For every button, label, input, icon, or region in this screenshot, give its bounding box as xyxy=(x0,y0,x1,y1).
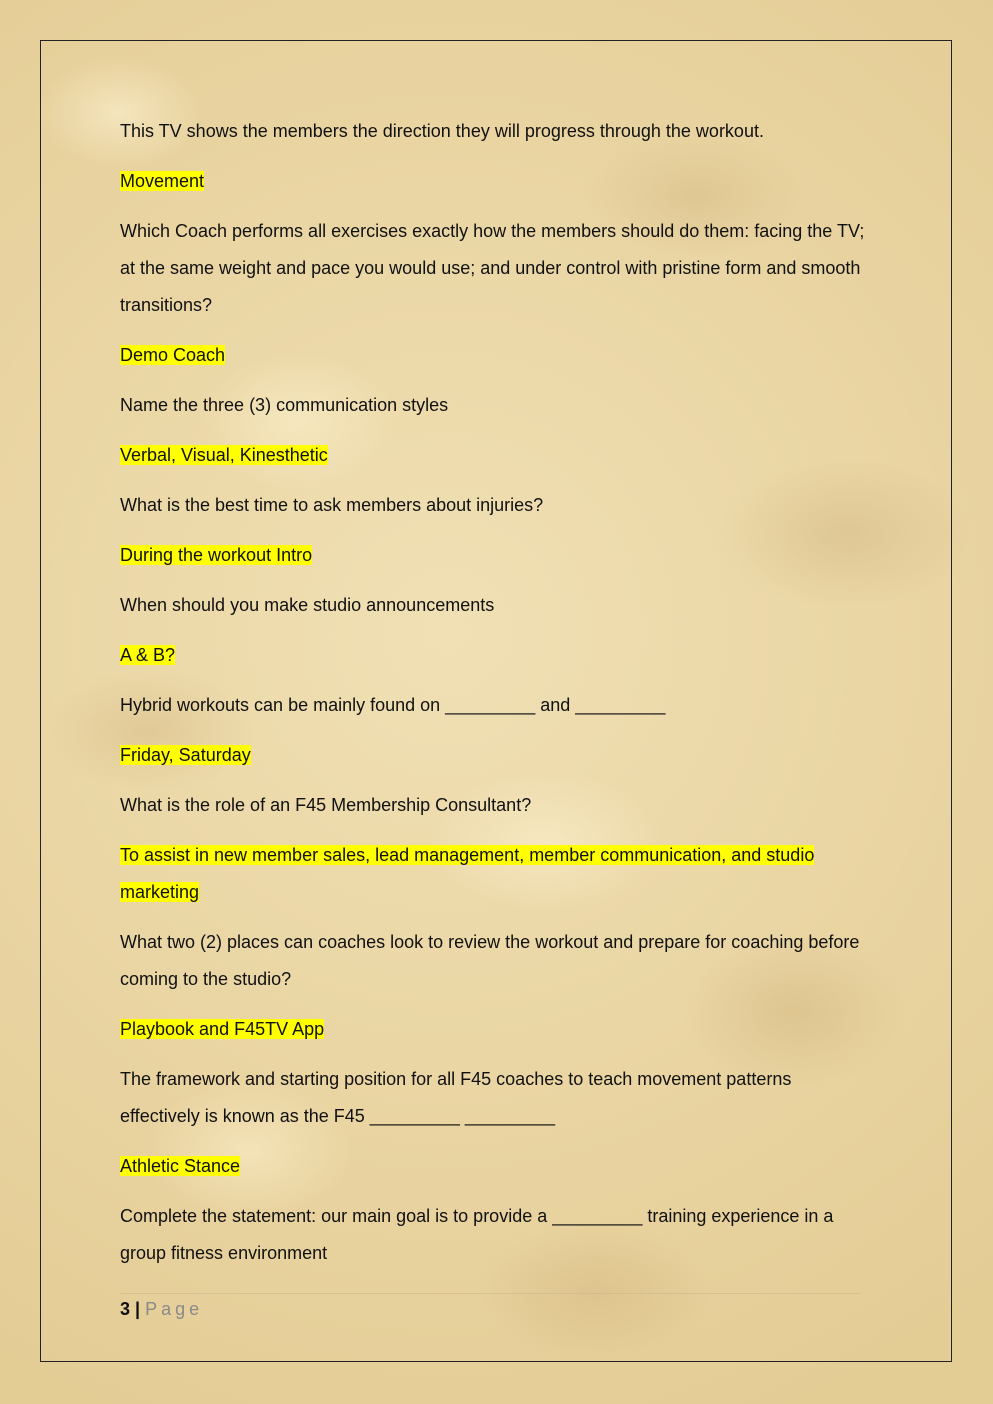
answer-highlight: A & B? xyxy=(120,645,176,665)
answer-highlight: Movement xyxy=(120,171,205,191)
answer-highlight: Friday, Saturday xyxy=(120,745,251,765)
document-body xyxy=(120,113,875,1285)
question-text: What is the best time to ask members about injuries? xyxy=(120,495,544,515)
answer-text xyxy=(120,737,875,774)
answer-highlight: Playbook and F45TV App xyxy=(120,1019,325,1039)
answer-text xyxy=(120,537,875,574)
question-text: What two (2) places can coaches look to review the workout and prepare for coaching before coming to the studio? xyxy=(120,932,860,989)
question-text: Hybrid workouts can be mainly found on _________ and _________ xyxy=(120,695,666,715)
answer-text xyxy=(120,637,875,674)
answer-text xyxy=(120,1148,875,1185)
answer-text xyxy=(120,337,875,374)
question-text: Which Coach performs all exercises exactly how the members should do them: facing the TV; at the same weight and pace you would use; and under control with pristine form and smooth transitions? xyxy=(120,221,865,315)
answer-text xyxy=(120,837,875,911)
answer-highlight: During the workout Intro xyxy=(120,545,313,565)
answer-highlight: Athletic Stance xyxy=(120,1156,241,1176)
question-text: This TV shows the members the direction they will progress through the workout. xyxy=(120,121,764,141)
answer-highlight: Verbal, Visual, Kinesthetic xyxy=(120,445,328,465)
question-text: The framework and starting position for all F45 coaches to teach movement patterns effectively is known as the F45 _________ _________ xyxy=(120,1069,792,1126)
answer-highlight: To assist in new member sales, lead management, member communication, and studio marketing xyxy=(120,845,815,902)
footer-separator: | xyxy=(135,1299,141,1319)
question-text: What is the role of an F45 Membership Consultant? xyxy=(120,795,532,815)
page-footer xyxy=(120,1293,860,1324)
answer-highlight: Demo Coach xyxy=(120,345,226,365)
question-text: Name the three (3) communication styles xyxy=(120,395,449,415)
page-label: Page xyxy=(145,1299,204,1319)
page-number: 3 xyxy=(120,1299,131,1319)
answer-text xyxy=(120,1011,875,1048)
question-text: When should you make studio announcements xyxy=(120,595,495,615)
question-text: Complete the statement: our main goal is to provide a _________ training experience in a group fitness environment xyxy=(120,1206,834,1263)
answer-text xyxy=(120,163,875,200)
answer-text xyxy=(120,437,875,474)
